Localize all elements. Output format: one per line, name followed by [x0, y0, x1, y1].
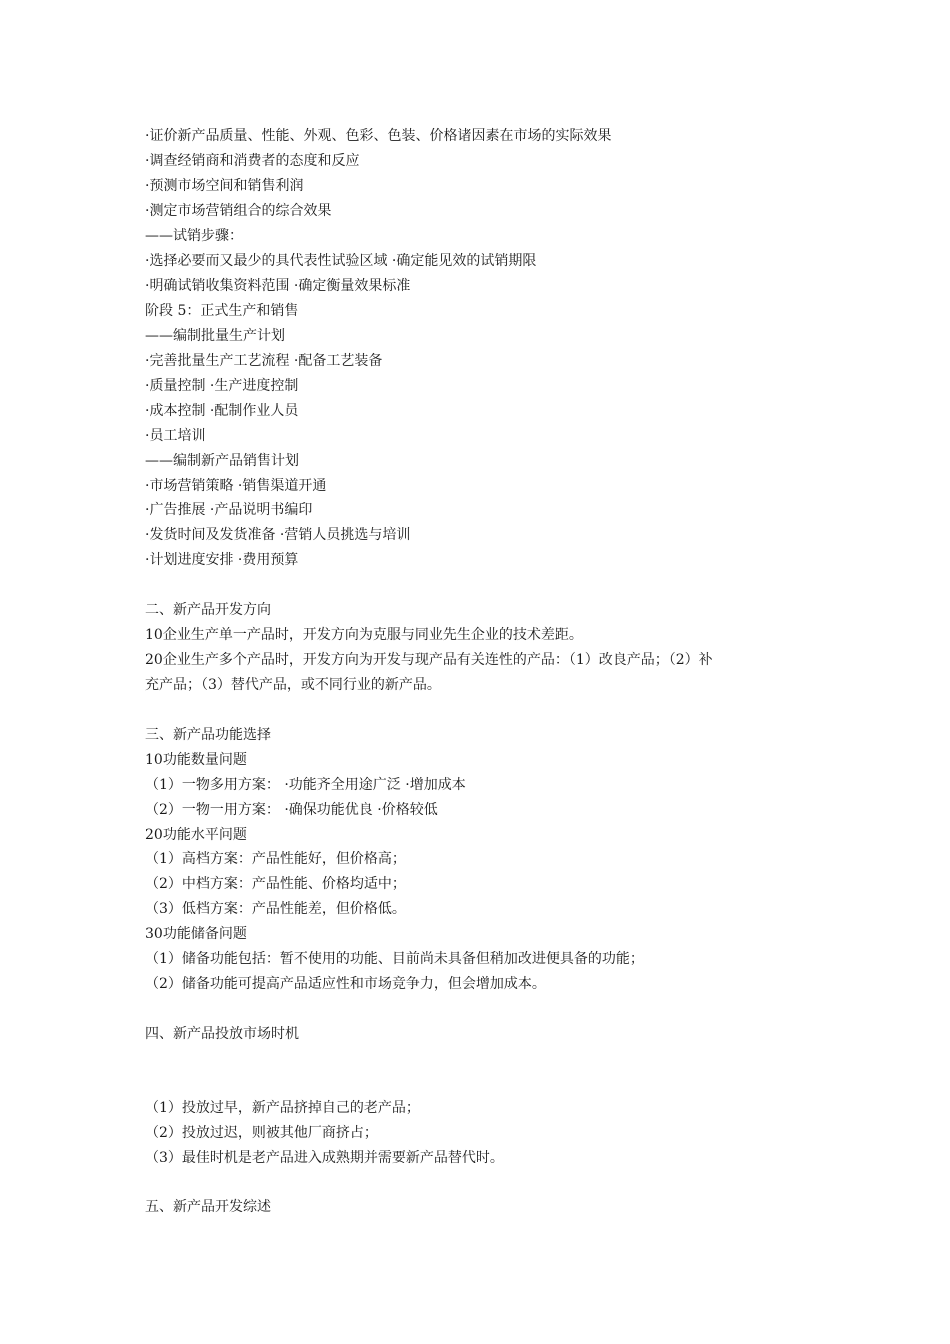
list-item: （1）储备功能包括：暂不使用的功能、目前尚未具备但稍加改进便具备的功能； [145, 951, 644, 967]
list-item: （2）储备功能可提高产品适应性和市场竞争力，但会增加成本。 [145, 976, 546, 992]
item-heading: 30功能储备问题 [145, 926, 247, 942]
list-item: （2）一物一用方案： ·确保功能优良 ·价格较低 [145, 802, 438, 818]
list-item: （2）投放过迟，则被其他厂商挤占； [145, 1125, 378, 1141]
bullet-line: ·证价新产品质量、性能、外观、色彩、色装、价格诸因素在市场的实际效果 [145, 128, 612, 144]
bullet-line: ·员工培训 [145, 428, 206, 444]
bullet-line: ·质量控制 ·生产进度控制 [145, 378, 299, 394]
subheading: ——试销步骤： [145, 228, 243, 244]
subheading: ——编制批量生产计划 [145, 328, 285, 344]
subheading: ——编制新产品销售计划 [145, 453, 299, 469]
paragraph-line: 充产品；（3）替代产品，或不同行业的新产品。 [145, 677, 441, 693]
item-heading: 10功能数量问题 [145, 752, 247, 768]
list-item: （1）投放过早，新产品挤掉自己的老产品； [145, 1100, 420, 1116]
section-heading: 四、新产品投放市场时机 [145, 1026, 299, 1042]
bullet-line: ·计划进度安排 ·费用预算 [145, 552, 299, 568]
bullet-line: ·选择必要而又最少的具代表性试验区域 ·确定能见效的试销期限 [145, 253, 537, 269]
bullet-line: ·完善批量生产工艺流程 ·配备工艺装备 [145, 353, 383, 369]
bullet-line: ·成本控制 ·配制作业人员 [145, 403, 299, 419]
section-heading: 三、新产品功能选择 [145, 727, 271, 743]
section-heading: 五、新产品开发综述 [145, 1199, 271, 1215]
bullet-line: ·测定市场营销组合的综合效果 [145, 203, 332, 219]
list-item: （1）高档方案：产品性能好，但价格高； [145, 851, 406, 867]
list-item: （2）中档方案：产品性能、价格均适中； [145, 876, 406, 892]
list-item: （1）一物多用方案： ·功能齐全用途广泛 ·增加成本 [145, 777, 466, 793]
bullet-line: ·发货时间及发货准备 ·营销人员挑选与培训 [145, 527, 411, 543]
list-item: （3）最佳时机是老产品进入成熟期并需要新产品替代时。 [145, 1150, 504, 1166]
bullet-line: ·明确试销收集资料范围 ·确定衡量效果标准 [145, 278, 411, 294]
bullet-line: ·广告推展 ·产品说明书编印 [145, 502, 313, 518]
item-heading: 20功能水平问题 [145, 827, 247, 843]
paragraph-line: 20企业生产多个产品时，开发方向为开发与现产品有关连性的产品：（1）改良产品；（2）补 [145, 652, 713, 668]
list-item: （3）低档方案：产品性能差，但价格低。 [145, 901, 406, 917]
paragraph-line: 10企业生产单一产品时，开发方向为克服与同业先生企业的技术差距。 [145, 627, 583, 643]
bullet-line: ·市场营销策略 ·销售渠道开通 [145, 478, 327, 494]
stage-heading: 阶段 5：正式生产和销售 [145, 303, 299, 319]
bullet-line: ·预测市场空间和销售利润 [145, 178, 304, 194]
section-heading: 二、新产品开发方向 [145, 602, 271, 618]
bullet-line: ·调查经销商和消费者的态度和反应 [145, 153, 360, 169]
